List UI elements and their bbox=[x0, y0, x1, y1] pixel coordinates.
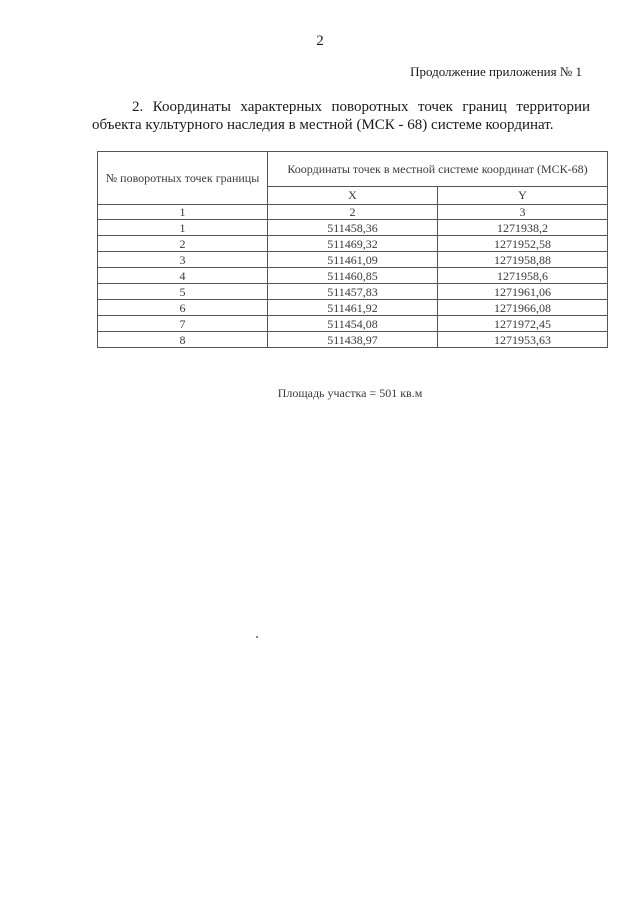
table-row bbox=[98, 252, 608, 268]
x-cell: 511461,92 bbox=[268, 300, 438, 316]
y-cell: 1271938,2 bbox=[438, 220, 608, 236]
point-cell: 3 bbox=[98, 252, 268, 268]
table-row bbox=[98, 220, 608, 236]
coordinates-table bbox=[97, 151, 608, 348]
table-row bbox=[98, 284, 608, 300]
header-y: Y bbox=[438, 187, 608, 205]
point-cell: 5 bbox=[98, 284, 268, 300]
y-cell: 1271952,58 bbox=[438, 236, 608, 252]
y-cell: 1271961,06 bbox=[438, 284, 608, 300]
y-cell: 1271958,6 bbox=[438, 268, 608, 284]
section-heading-line-2: объекта культурного наследия в местной (МСК - 68) системе координат. bbox=[92, 117, 554, 133]
y-cell: 1271972,45 bbox=[438, 316, 608, 332]
table-row bbox=[98, 332, 608, 348]
column-number: 3 bbox=[438, 205, 608, 220]
point-cell: 6 bbox=[98, 300, 268, 316]
table-row bbox=[98, 236, 608, 252]
appendix-note: Продолжение приложения № 1 bbox=[410, 64, 582, 79]
column-number: 1 bbox=[98, 205, 268, 220]
x-cell: 511461,09 bbox=[268, 252, 438, 268]
column-number: 2 bbox=[268, 205, 438, 220]
y-cell: 1271953,63 bbox=[438, 332, 608, 348]
table-row bbox=[98, 268, 608, 284]
point-cell: 4 bbox=[98, 268, 268, 284]
column-number-row bbox=[98, 205, 608, 220]
x-cell: 511454,08 bbox=[268, 316, 438, 332]
header-coordinates: Координаты точек в местной системе координат (МСК-68) bbox=[268, 152, 608, 187]
point-cell: 1 bbox=[98, 220, 268, 236]
x-cell: 511458,36 bbox=[268, 220, 438, 236]
x-cell: 511469,32 bbox=[268, 236, 438, 252]
scan-speck bbox=[256, 636, 258, 638]
point-cell: 2 bbox=[98, 236, 268, 252]
section-heading bbox=[92, 98, 590, 134]
header-x: X bbox=[268, 187, 438, 205]
x-cell: 511457,83 bbox=[268, 284, 438, 300]
header-point-number: № поворотных точек границы bbox=[98, 152, 268, 205]
point-cell: 7 bbox=[98, 316, 268, 332]
table-row bbox=[98, 316, 608, 332]
y-cell: 1271966,08 bbox=[438, 300, 608, 316]
point-cell: 8 bbox=[98, 332, 268, 348]
section-heading-line-1: 2. Координаты характерных поворотных точек границ территории bbox=[132, 99, 590, 115]
area-note: Площадь участка = 501 кв.м bbox=[277, 386, 423, 400]
page-number: 2 bbox=[316, 33, 324, 49]
x-cell: 511460,85 bbox=[268, 268, 438, 284]
y-cell: 1271958,88 bbox=[438, 252, 608, 268]
x-cell: 511438,97 bbox=[268, 332, 438, 348]
table-row bbox=[98, 300, 608, 316]
